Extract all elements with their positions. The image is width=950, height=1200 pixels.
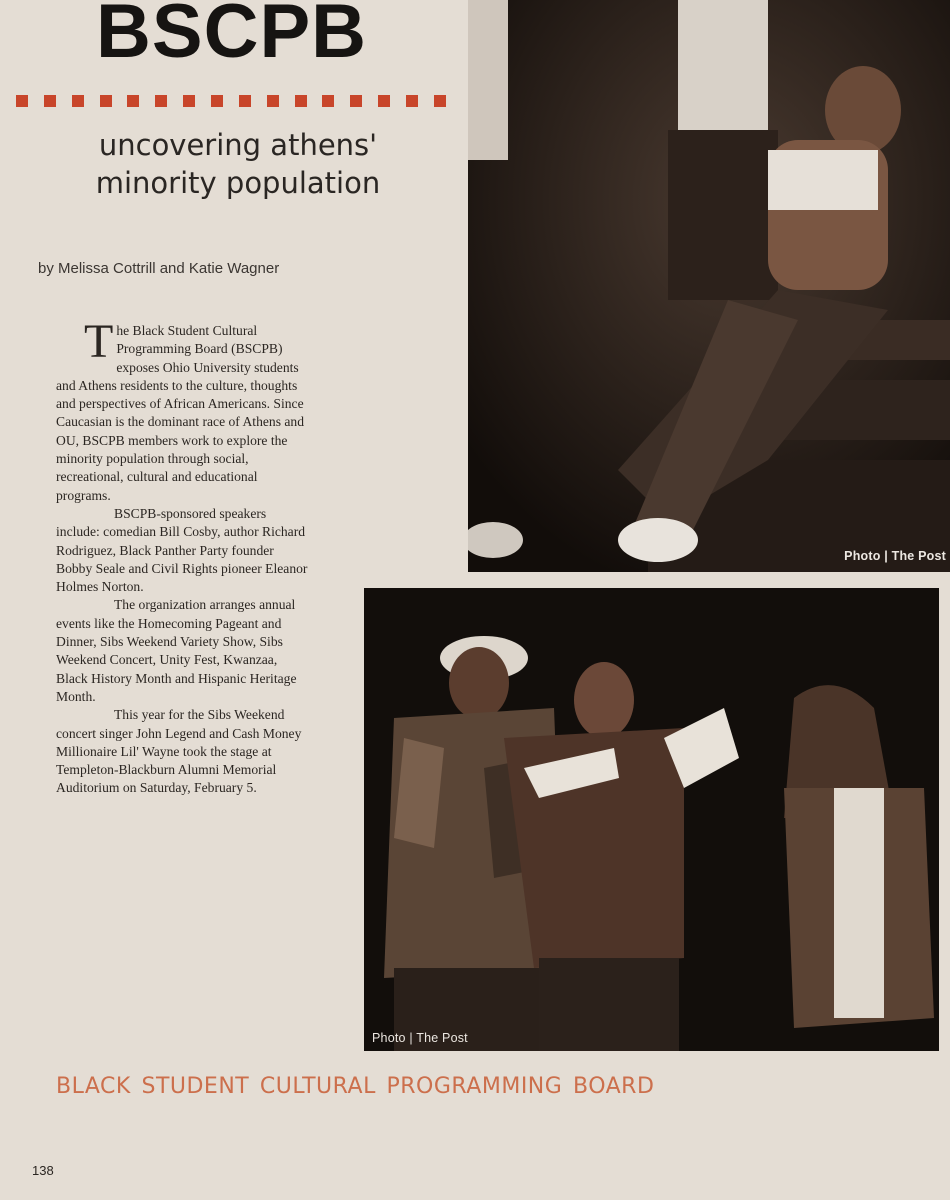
performer-seated-image — [468, 0, 950, 572]
page-title: BSCPB — [96, 0, 368, 74]
page-number: 138 — [32, 1163, 54, 1178]
article-paragraph-3: The organization arranges annual events like the Homecoming Pageant and Dinner, Sibs Weekend Variety Show, Sibs Weekend Concert, Unity Fest, Kwanzaa, Black History Month and Hispanic Heritage Month. — [56, 597, 297, 704]
performers-stage-image — [364, 588, 939, 1051]
subtitle — [68, 126, 408, 203]
performer-seated-photo — [468, 0, 950, 572]
article-paragraph-4: This year for the Sibs Weekend concert singer John Legend and Cash Money Millionaire Lil' Wayne took the stage at Templeton-Blackburn Alumni Memorial Auditorium on Saturday, February 5. — [56, 707, 302, 796]
article-body — [56, 315, 310, 798]
subtitle-line-1: uncovering athens' — [98, 128, 378, 162]
performers-stage-photo — [364, 588, 939, 1051]
drop-cap: T — [84, 315, 114, 368]
byline: by Melissa Cottrill and Katie Wagner — [38, 260, 280, 277]
subtitle-line-2: minority population — [95, 166, 381, 201]
photo-credit-top: Photo | The Post — [844, 549, 946, 563]
decorative-square-rule — [16, 95, 446, 111]
article-paragraph-2: BSCPB-sponsored speakers include: comedian Bill Cosby, author Richard Rodriguez, Black Panther Party founder Bobby Seale and Civil Rights pioneer Eleanor Holmes Norton. — [56, 505, 308, 595]
article-paragraph-1: The Black Student Cultural Programming Board (BSCPB) exposes Ohio University students and Athens residents to the culture, thoughts and perspectives of African Americans. Since Caucasian is the dominant race of Athens and OU, BSCPB members work to explore the minority population through social, recreational, cultural and educational programs. — [56, 315, 305, 503]
section-title: black student cultural programming board — [56, 1063, 655, 1101]
photo-credit-bottom: Photo | The Post — [372, 1031, 468, 1045]
